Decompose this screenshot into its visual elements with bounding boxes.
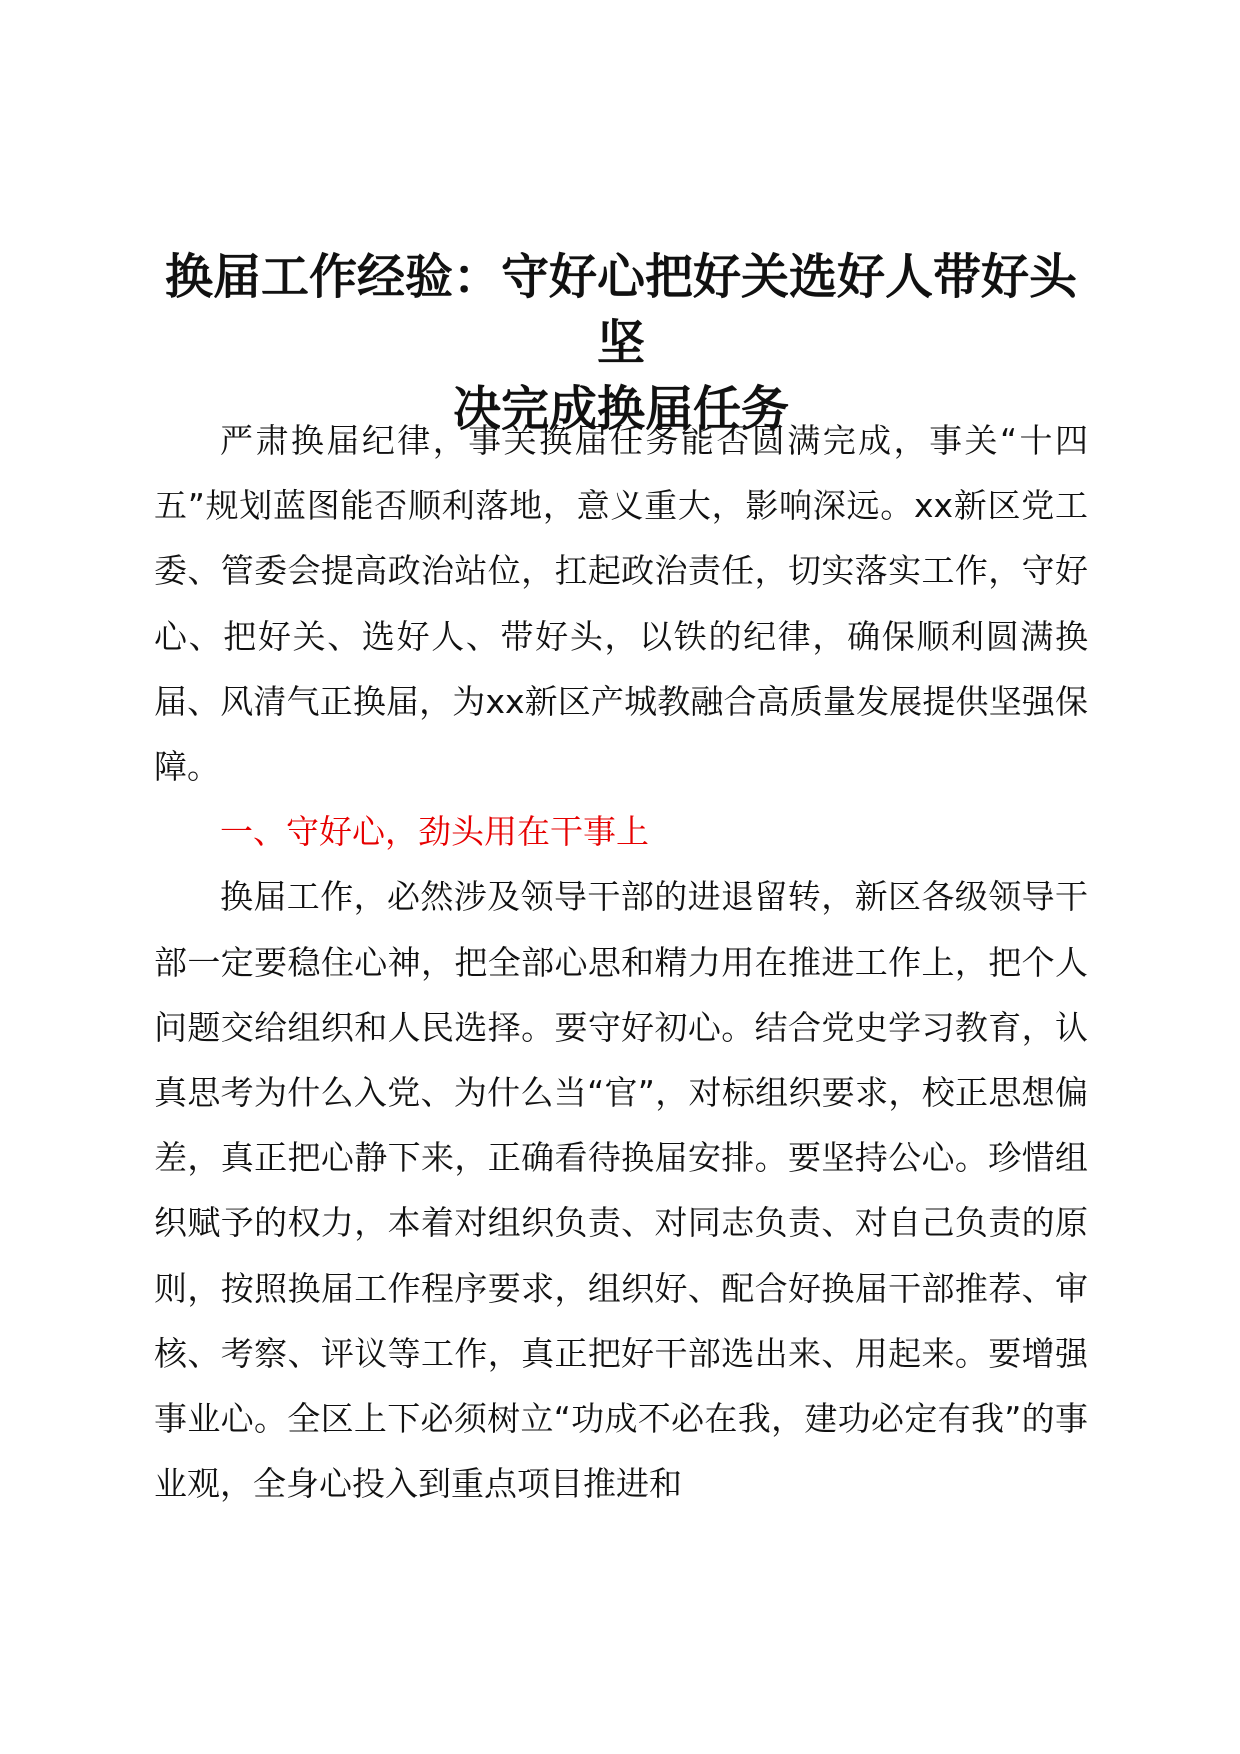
document-page — [154, 0, 1088, 1754]
document-body — [154, 408, 1088, 1516]
section-heading-1: 一、守好心，劲头用在干事上 — [220, 812, 649, 852]
title-line-2: 决完成换届任务 — [452, 381, 789, 437]
title-line-1: 换届工作经验：守好心把好关选好人带好头坚 — [164, 249, 1077, 371]
intro-paragraph: 严肃换届纪律，事关换届任务能否圆满完成，事关“十四五”规划蓝图能否顺利落地，意义重大，影响深远。xx新区党工委、管委会提高政治站位，扛起政治责任，切实落实工作，守好心、把好关、选好人、带好头，以铁的纪律，确保顺利圆满换届、风清气正换届，为xx新区产城教融合高质量发展提供坚强保障。 — [154, 421, 1088, 787]
section-1-paragraph: 换届工作，必然涉及领导干部的进退留转，新区各级领导干部一定要稳住心神，把全部心思和精力用在推进工作上，把个人问题交给组织和人民选择。要守好初心。结合党史学习教育，认真思考为什么入党、为什么当“官”，对标组织要求，校正思想偏差，真正把心静下来，正确看待换届安排。要坚持公心。珍惜组织赋予的权力，本着对组织负责、对同志负责、对自己负责的原则，按照换届工作程序要求，组织好、配合好换届干部推荐、审核、考察、评议等工作，真正把好干部选出来、用起来。要增强事业心。全区上下必须树立“功成不必在我，建功必定有我”的事业观，全身心投入到重点项目推进和 — [154, 877, 1088, 1504]
